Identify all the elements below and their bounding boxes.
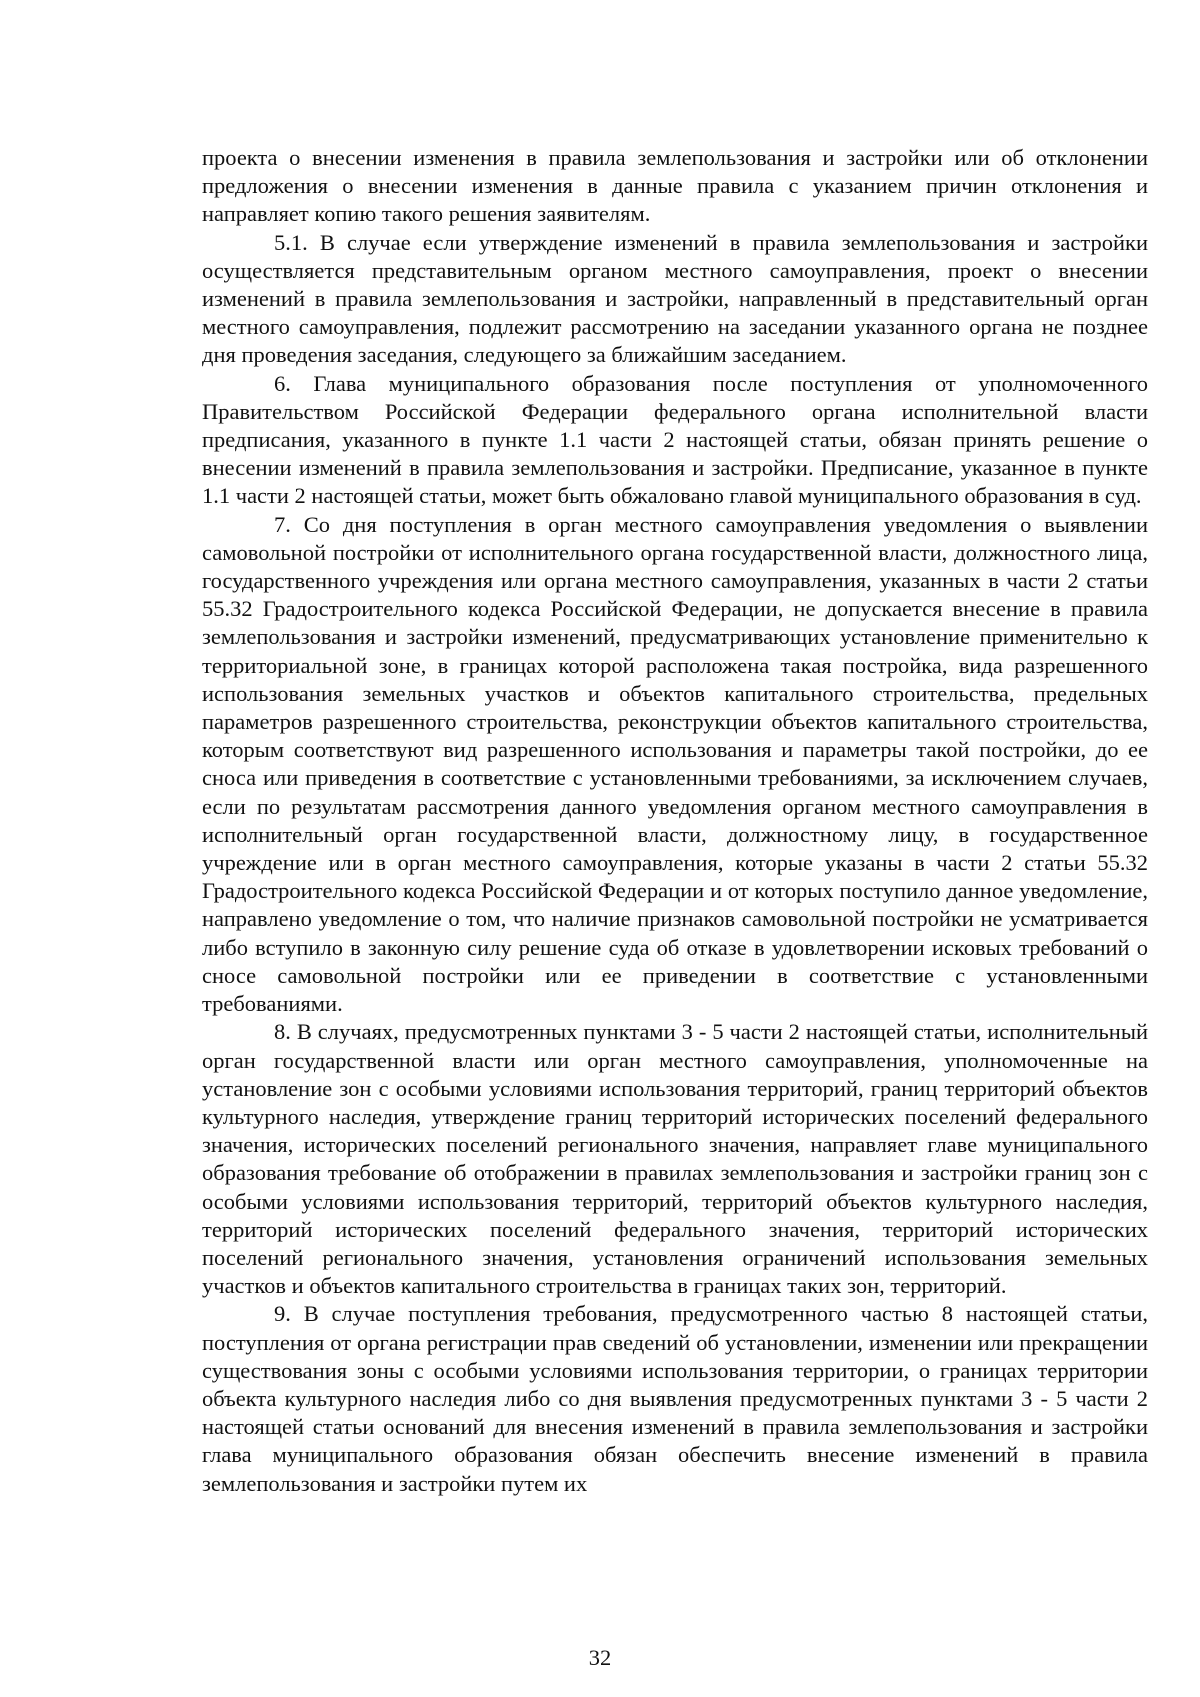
document-body (202, 144, 1148, 1498)
page-number: 32 (588, 1645, 612, 1670)
paragraph-9: 9. В случае поступления требования, предусмотренного частью 8 настоящей статьи, поступления от органа регистрации прав сведений об установлении, изменении или прекращении существования зоны с особыми условиями использования территории, о границах территории объекта культурного наследия либо со дня выявления предусмотренных пунктами 3 - 5 части 2 настоящей статьи оснований для внесения изменений в правила землепользования и застройки глава муниципального образования обязан обеспечить внесение изменений в правила землепользования и застройки путем их (202, 1301, 1148, 1496)
paragraph-6: 6. Глава муниципального образования после поступления от уполномоченного Правительством Российской Федерации федерального органа исполнительной власти предписания, указанного в пункте 1.1 части 2 настоящей статьи, обязан принять решение о внесении изменений в правила землепользования и застройки. Предписание, указанное в пункте 1.1 части 2 настоящей статьи, может быть обжаловано главой муниципального образования в суд. (202, 370, 1148, 509)
paragraph-5-1: 5.1. В случае если утверждение изменений в правила землепользования и застройки осуществляется представительным органом местного самоуправления, проект о внесении изменений в правила землепользования и застройки, направленный в представительный орган местного самоуправления, подлежит рассмотрению на заседании указанного органа не позднее дня проведения заседания, следующего за ближайшим заседанием. (202, 229, 1148, 368)
paragraph-7: 7. Со дня поступления в орган местного самоуправления уведомления о выявлении самовольной постройки от исполнительного органа государственной власти, должностного лица, государственного учреждения или органа местного самоуправления, указанных в части 2 статьи 55.32 Градостроительного кодекса Российской Федерации, не допускается внесение в правила землепользования и застройки изменений, предусматривающих установление применительно к территориальной зоне, в границах которой расположена такая постройка, вида разрешенного использования земельных участков и объектов капитального строительства, предельных параметров разрешенного строительства, реконструкции объектов капитального строительства, которым соответствуют вид разрешенного использования и параметры такой постройки, до ее сноса или приведения в соответствие с установленными требованиями, за исключением случаев, если по результатам рассмотрения данного уведомления органом местного самоуправления в исполнительный орган государственной власти, должностному лицу, в государственное учреждение или в орган местного самоуправления, которые указаны в части 2 статьи 55.32 Градостроительного кодекса Российской Федерации и от которых поступило данное уведомление, направлено уведомление о том, что наличие признаков самовольной постройки не усматривается либо вступило в законную силу решение суда об отказе в удовлетворении исковых требований о сносе самовольной постройки или ее приведении в соответствие с установленными требованиями. (202, 511, 1148, 1017)
paragraph-8: 8. В случаях, предусмотренных пунктами 3 - 5 части 2 настоящей статьи, исполнительный орган государственной власти или орган местного самоуправления, уполномоченные на установление зон с особыми условиями использования территорий, границ территорий объектов культурного наследия, утверждение границ территорий исторических поселений федерального значения, исторических поселений регионального значения, направляет главе муниципального образования требование об отображении в правилах землепользования и застройки границ зон с особыми условиями использования территорий, территорий объектов культурного наследия, территорий исторических поселений федерального значения, территорий исторических поселений регионального значения, установления ограничений использования земельных участков и объектов капитального строительства в границах таких зон, территорий. (202, 1019, 1148, 1299)
paragraph-continuation: проекта о внесении изменения в правила землепользования и застройки или об отклонении предложения о внесении изменения в данные правила с указанием причин отклонения и направляет копию такого решения заявителям. (202, 145, 1148, 227)
